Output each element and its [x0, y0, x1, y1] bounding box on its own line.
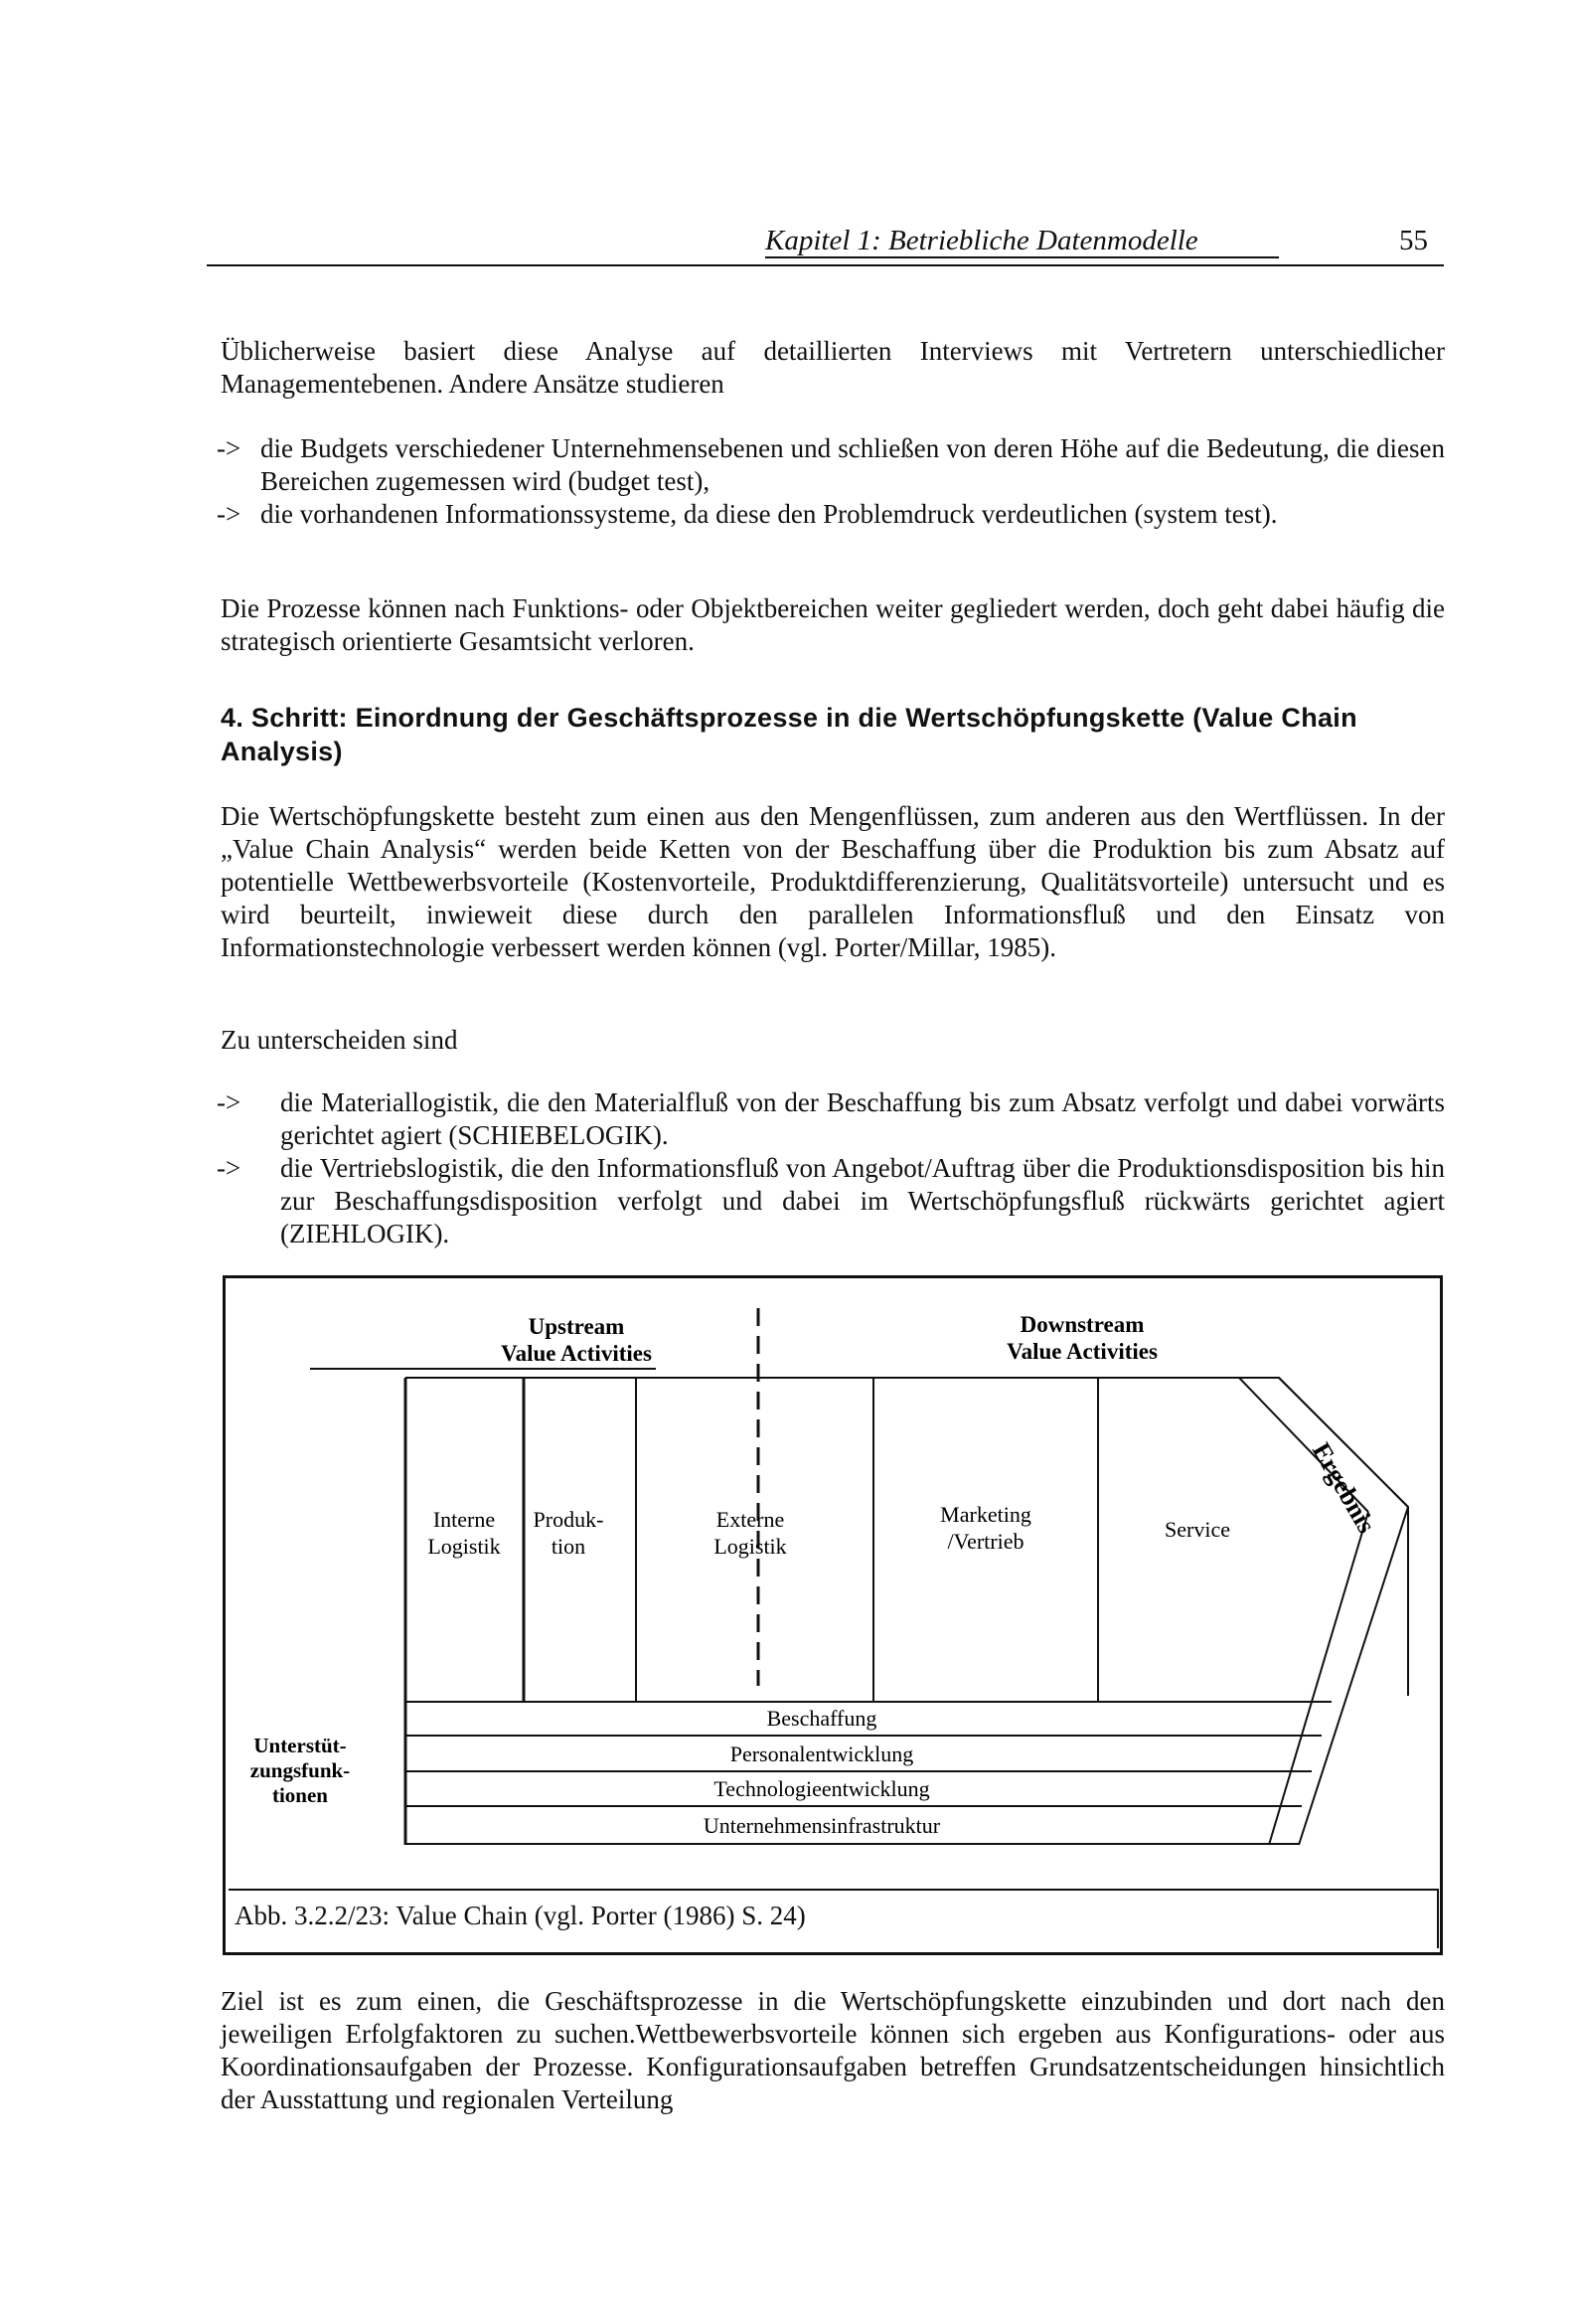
support-label-1: Unterstüt-	[253, 1734, 347, 1757]
bullet-materiallogistik: die Materiallogistik, die den Materialfluß von der Beschaffung bis zum Absatz verfolgt und dabei vorwärts gerichtet agiert (SCHIEBELOGIK).	[280, 1087, 1445, 1150]
running-header-title: Kapitel 1: Betriebliche Datenmodelle	[765, 225, 1198, 256]
downstream-label-sub: Value Activities	[1007, 1339, 1158, 1364]
value-chain-figure	[223, 1275, 1443, 1955]
primary-label-2b: tion	[551, 1534, 586, 1559]
header-title-underline	[765, 256, 1279, 258]
upstream-label: Upstream	[528, 1314, 625, 1339]
primary-label-2a: Produk-	[533, 1507, 604, 1532]
page-number: 55	[1399, 225, 1428, 256]
primary-label-4b: /Vertrieb	[947, 1529, 1025, 1554]
bullet-budget-test: die Budgets verschiedener Unternehmensebenen und schließen von deren Höhe auf die Bedeutung, die diesen Bereichen zugemessen wird (budget test),	[260, 433, 1445, 496]
primary-label-4a: Marketing	[940, 1502, 1031, 1527]
bullet-arrow: ->	[217, 1087, 241, 1117]
primary-label-1a: Interne	[432, 1507, 496, 1532]
support-label-2: zungsfunk-	[249, 1758, 351, 1782]
paragraph-conclusion: Ziel ist es zum einen, die Geschäftsprozesse in die Wertschöpfungskette einzubinden und dort nach den jeweiligen Erfolgfaktoren zu suchen.Wettbewerbsvorteile können sich ergeben aus Konfigurations- oder aus Koordinationsaufgaben der Prozesse. Konfigurationsaufgaben betreffen Grundsatzentscheidungen hinsichtlich der Ausstattung und regionalen Verteilung	[221, 1986, 1445, 2114]
upstream-label-sub: Value Activities	[501, 1341, 652, 1366]
bullet-vertriebslogistik: die Vertriebslogistik, die den Informationsfluß von Angebot/Auftrag über die Produktionsdisposition bis hin zur Beschaffungsdisposition verfolgt und dabei im Wertschöpfungsfluß rückwärts gerichtet agiert (ZIEHLOGIK).	[280, 1153, 1445, 1248]
header-rule	[207, 264, 1444, 266]
figure-caption: Abb. 3.2.2/23: Value Chain (vgl. Porter (1986) S. 24)	[235, 1901, 806, 1930]
bullet-arrow: ->	[217, 433, 241, 463]
support-infrastruktur: Unternehmensinfrastruktur	[703, 1813, 941, 1838]
paragraph-value-chain: Die Wertschöpfungskette besteht zum einen aus den Mengenflüssen, zum anderen aus den Wertflüssen. In der „Value Chain Analysis“ werden beide Ketten von der Beschaffung über die Produktion bis zum Absatz auf potentielle Wettbewerbsvorteile (Kostenvorteile, Produktdifferenzierung, Qualitätsvorteile) untersucht und es wird beurteilt, inwieweit diese durch den parallelen Informationsfluß und den Einsatz von Informationstechnologie verbessert werden können (vgl. Porter/Millar, 1985).	[221, 801, 1445, 962]
value-chain-diagram	[226, 1278, 1440, 1952]
paragraph-distinguish: Zu unterscheiden sind	[221, 1025, 458, 1055]
support-beschaffung: Beschaffung	[766, 1706, 877, 1731]
section-heading: 4. Schritt: Einordnung der Geschäftsprozesse in die Wertschöpfungskette (Value Chain Analysis)	[221, 703, 1357, 766]
support-personalentwicklung: Personalentwicklung	[729, 1742, 914, 1766]
paragraph-intro: Üblicherweise basiert diese Analyse auf detaillierten Interviews mit Vertretern unterschiedlicher Managementebenen. Andere Ansätze studieren	[221, 336, 1445, 399]
downstream-label: Downstream	[1020, 1312, 1145, 1337]
paragraph-processes: Die Prozesse können nach Funktions- oder Objektbereichen weiter gegliedert werden, doch geht dabei häufig die strategisch orientierte Gesamtsicht verloren.	[221, 593, 1445, 656]
primary-label-3b: Logistik	[713, 1534, 787, 1559]
primary-label-1b: Logistik	[427, 1534, 501, 1559]
primary-label-5: Service	[1165, 1517, 1230, 1542]
arrow-lower-diagonal	[1299, 1507, 1408, 1845]
primary-label-3a: Externe	[715, 1507, 785, 1532]
bullet-arrow: ->	[217, 499, 241, 529]
support-label-3: tionen	[271, 1783, 329, 1807]
result-label: Ergebnis	[1306, 1437, 1381, 1539]
bullet-arrow: ->	[217, 1153, 241, 1183]
support-technologieentwicklung: Technologieentwicklung	[713, 1776, 930, 1801]
bullet-system-test: die vorhandenen Informationssysteme, da diese den Problemdruck verdeutlichen (system test).	[260, 499, 1278, 529]
